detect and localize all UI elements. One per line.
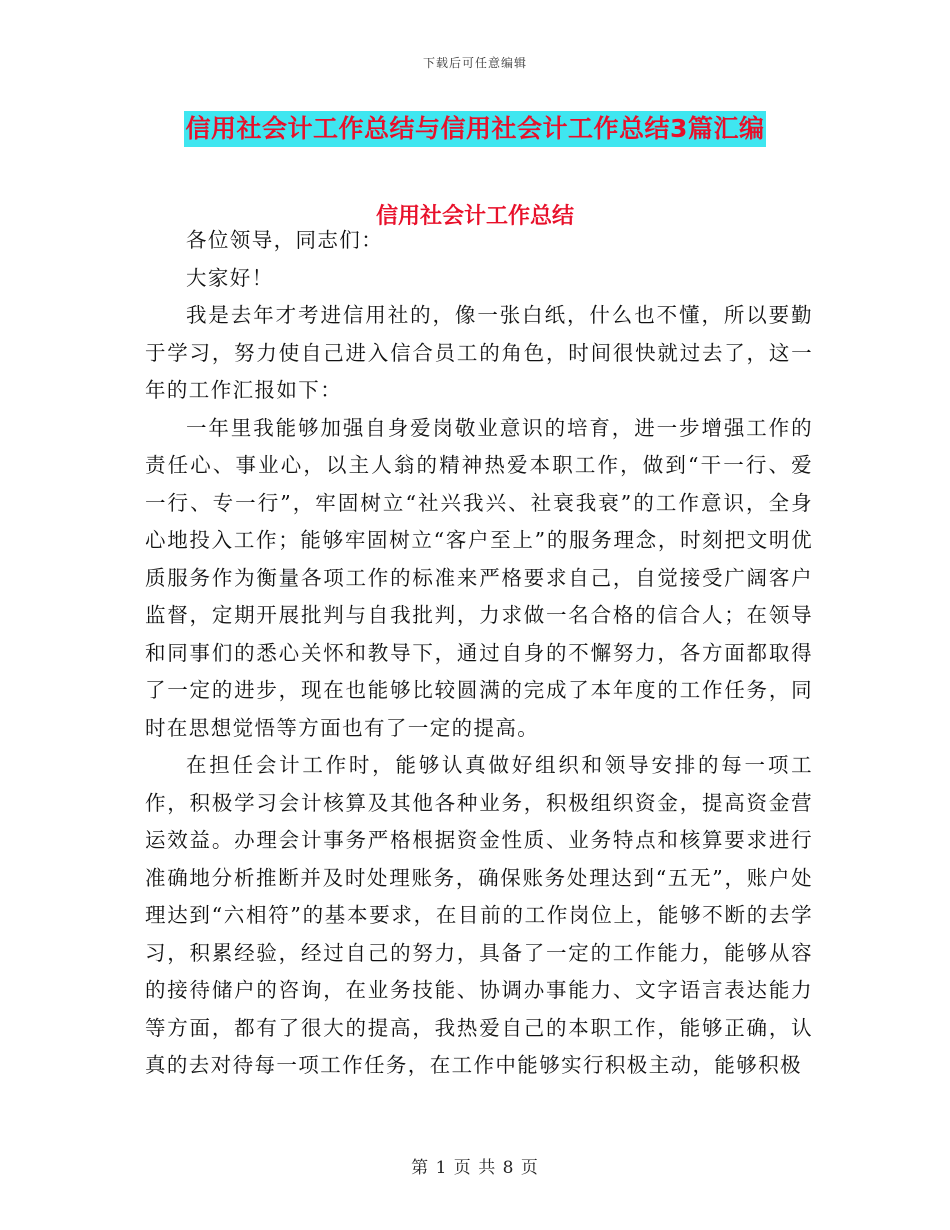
paragraph-intro: 我是去年才考进信用社的，像一张白纸，什么也不懂，所以要勤于学习，努力使自己进入信合员工的角色，时间很快就过去了，这一年的工作汇报如下： — [145, 303, 813, 402]
paragraph-salutation: 各位领导，同志们： — [186, 228, 384, 252]
document-title-container — [0, 111, 950, 147]
paragraph-greeting: 大家好！ — [186, 265, 274, 290]
header-note: 下载后可任意编辑 — [422, 56, 527, 70]
section-title: 信用社会计工作总结 — [375, 204, 574, 229]
paragraph-attitude: 一年里我能够加强自身爱岗敬业意识的培育，进一步增强工作的责任心、事业心，以主人翁的精神热爱本职工作，做到“干一行、爱一行、专一行”，牢固树立“社兴我兴、社衰我衰”的工作意识，全身心地投入工作；能够牢固树立“客户至上”的服务理念，时刻把文明优质服务作为衡量各项工作的标准来严格要求自己，自觉接受广阔客户监督，定期开展批判与自我批判，力求做一名合格的信合人；在领导和同事们的悉心关怀和教导下，通过自身的不懈努力，各方面都取得了一定的进步，现在也能够比较圆满的完成了本年度的工作任务，同时在思想觉悟等方面也有了一定的提高。 — [145, 415, 813, 740]
document-body — [145, 222, 813, 1085]
document-title: 信用社会计工作总结与信用社会计工作总结3篇汇编 — [184, 111, 767, 147]
page-number-footer: 第 1 页 共 8 页 — [411, 1158, 539, 1178]
paragraph-accounting-work: 在担任会计工作时，能够认真做好组织和领导安排的每一项工作，积极学习会计核算及其他各种业务，积极组织资金，提高资金营运效益。办理会计事务严格根据资金性质、业务特点和核算要求进行准确地分析推断并及时处理账务，确保账务处理达到“五无”，账户处理达到“六相符”的基本要求，在目前的工作岗位上，能够不断的去学习，积累经验，经过自己的努力，具备了一定的工作能力，能够从容的接待储户的咨询，在业务技能、协调办事能力、文字语言表达能力等方面，都有了很大的提高，我热爱自己的本职工作，能够正确，认真的去对待每一项工作任务，在工作中能够实行积极主动，能够积极 — [145, 753, 813, 1077]
